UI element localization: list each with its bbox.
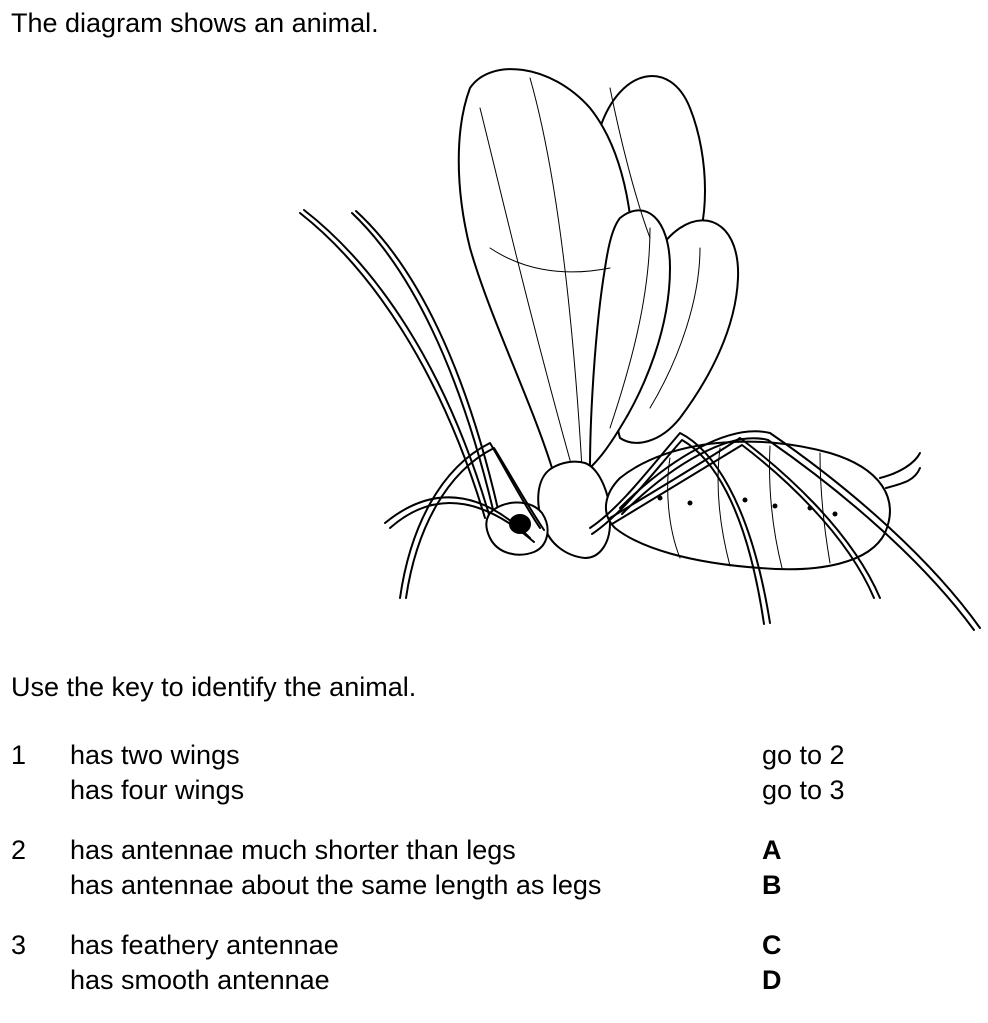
key-row — [70, 963, 790, 998]
key-result: A — [762, 835, 782, 865]
step-number: 2 — [11, 835, 27, 865]
instruction-text: Use the key to identify the animal. — [11, 672, 417, 702]
intro-text: The diagram shows an animal. — [11, 8, 379, 38]
antenna-left — [300, 213, 485, 518]
key-description: has four wings ..... — [70, 773, 734, 808]
key-description: has feathery antennae ..... — [70, 928, 734, 963]
key-description: has smooth antennae ..... — [70, 963, 734, 998]
key-result: go to 2 — [762, 740, 845, 770]
key-result: go to 3 — [762, 775, 845, 805]
thorax — [538, 462, 610, 558]
step-number: 3 — [11, 930, 27, 960]
key-description: has antennae about the same length as legs ..... — [70, 868, 734, 903]
step-number: 1 — [11, 740, 27, 770]
key-row — [70, 833, 790, 868]
key-row — [70, 773, 845, 808]
key-row — [70, 928, 790, 963]
key-row — [70, 738, 845, 773]
key-result: D — [762, 965, 782, 995]
key-description: has antennae much shorter than legs ..... — [70, 833, 734, 868]
key-row — [70, 868, 790, 903]
key-result: B — [762, 870, 782, 900]
key-description: has two wings ..... — [70, 738, 734, 773]
insect-diagram — [290, 68, 988, 638]
key-result: C — [762, 930, 782, 960]
